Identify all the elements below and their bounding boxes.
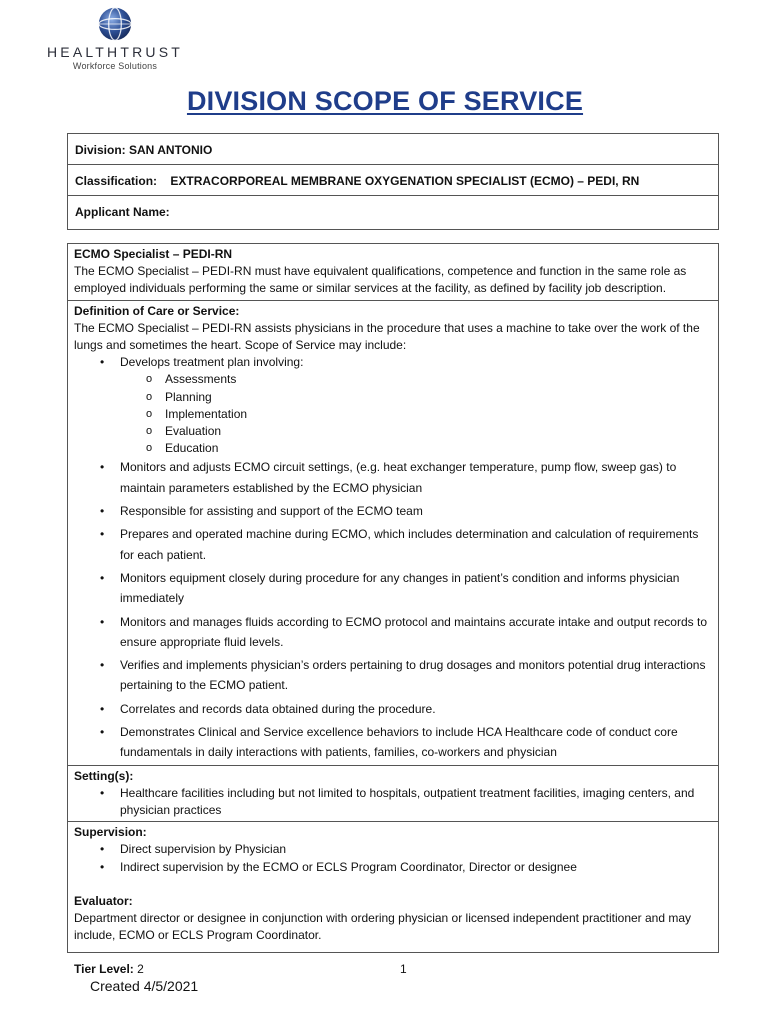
supervision-heading: Supervision: bbox=[74, 825, 147, 840]
list-item: • Correlates and records data obtained during the procedure. bbox=[74, 699, 712, 719]
list-item: • Indirect supervision by the ECMO or ECLS Program Coordinator, Director or designee bbox=[74, 859, 712, 876]
list-item: • Healthcare facilities including but not limited to hospitals, outpatient treatment facilities, imaging centers, and physician practices bbox=[74, 785, 712, 819]
list-item: • Develops treatment plan involving: bbox=[74, 354, 712, 371]
list-item: • Monitors equipment closely during procedure for any changes in patient’s condition and informs physician immediately bbox=[74, 568, 712, 608]
role-section bbox=[68, 244, 718, 301]
classification-label: Classification: bbox=[75, 174, 158, 188]
applicant-row bbox=[68, 196, 718, 229]
division-value: SAN ANTONIO bbox=[129, 143, 213, 157]
logo-name: HEALTHTRUST bbox=[46, 44, 184, 60]
list-item: • Prepares and operated machine during ECMO, which includes determination and calculation of requirements for each patient. bbox=[74, 524, 712, 564]
classification-value: EXTRACORPOREAL MEMBRANE OXYGENATION SPECIALIST (ECMO) – PEDI, RN bbox=[170, 174, 640, 188]
supervision-section bbox=[68, 822, 718, 980]
definition-heading: Definition of Care or Service: bbox=[74, 303, 240, 318]
info-table bbox=[67, 133, 719, 230]
evaluator-text: Department director or designee in conjunction with ordering physician or licensed independent practitioner and may include, ECMO or ECLS Program Coordinator. bbox=[74, 911, 692, 943]
sub-list-item: o Evaluation bbox=[74, 423, 712, 440]
tier-label: Tier Level: bbox=[74, 962, 134, 977]
list-item: • Monitors and adjusts ECMO circuit settings, (e.g. heat exchanger temperature, pump flow, sweep gas) to maintain parameters established by the ECMO physician bbox=[74, 457, 712, 497]
scope-table bbox=[67, 243, 719, 977]
evaluator-heading: Evaluator: bbox=[74, 893, 133, 908]
globe-icon bbox=[97, 6, 133, 42]
definition-text: The ECMO Specialist – PEDI-RN assists physicians in the procedure that uses a machine to take over the work of the lungs and sometimes the heart. Scope of Service may include: bbox=[74, 320, 700, 353]
healthtrust-logo bbox=[40, 6, 190, 78]
page-number: 1 bbox=[400, 962, 407, 976]
division-label: Division: bbox=[75, 143, 126, 157]
list-item: • Demonstrates Clinical and Service excellence behaviors to include HCA Healthcare code of conduct core fundamentals in daily interactions with patients, families, co-workers and physician bbox=[74, 722, 712, 762]
applicant-label: Applicant Name: bbox=[75, 205, 170, 219]
classification-row bbox=[68, 165, 718, 196]
document-title: DIVISION SCOPE OF SERVICE bbox=[186, 86, 584, 116]
sub-list-item: o Education bbox=[74, 440, 712, 457]
list-item: • Responsible for assisting and support of the ECMO team bbox=[74, 501, 712, 521]
list-item: • Verifies and implements physician’s orders pertaining to drug dosages and monitors potential drug interactions pertaining to the ECMO patient. bbox=[74, 655, 712, 695]
tier-level bbox=[74, 961, 712, 978]
logo-subtitle: Workforce Solutions bbox=[72, 61, 158, 71]
sub-list-item: o Implementation bbox=[74, 406, 712, 423]
settings-heading: Setting(s): bbox=[74, 768, 134, 783]
list-item: • Monitors and manages fluids according to ECMO protocol and maintains accurate intake and output records to ensure appropriate fluid levels. bbox=[74, 612, 712, 652]
sub-list-item: o Planning bbox=[74, 389, 712, 406]
tier-value: 2 bbox=[137, 962, 144, 977]
role-text: The ECMO Specialist – PEDI-RN must have equivalent qualifications, competence and function in the same role as employed individuals performing the same or similar services at the facility, as defined by facility job description. bbox=[74, 264, 687, 296]
definition-section bbox=[68, 301, 718, 766]
sub-list-item: o Assessments bbox=[74, 371, 712, 388]
settings-section bbox=[68, 766, 718, 823]
created-date: Created 4/5/2021 bbox=[90, 978, 199, 994]
role-heading: ECMO Specialist – PEDI-RN bbox=[74, 247, 233, 261]
division-row bbox=[68, 134, 718, 165]
list-item: • Direct supervision by Physician bbox=[74, 841, 712, 858]
